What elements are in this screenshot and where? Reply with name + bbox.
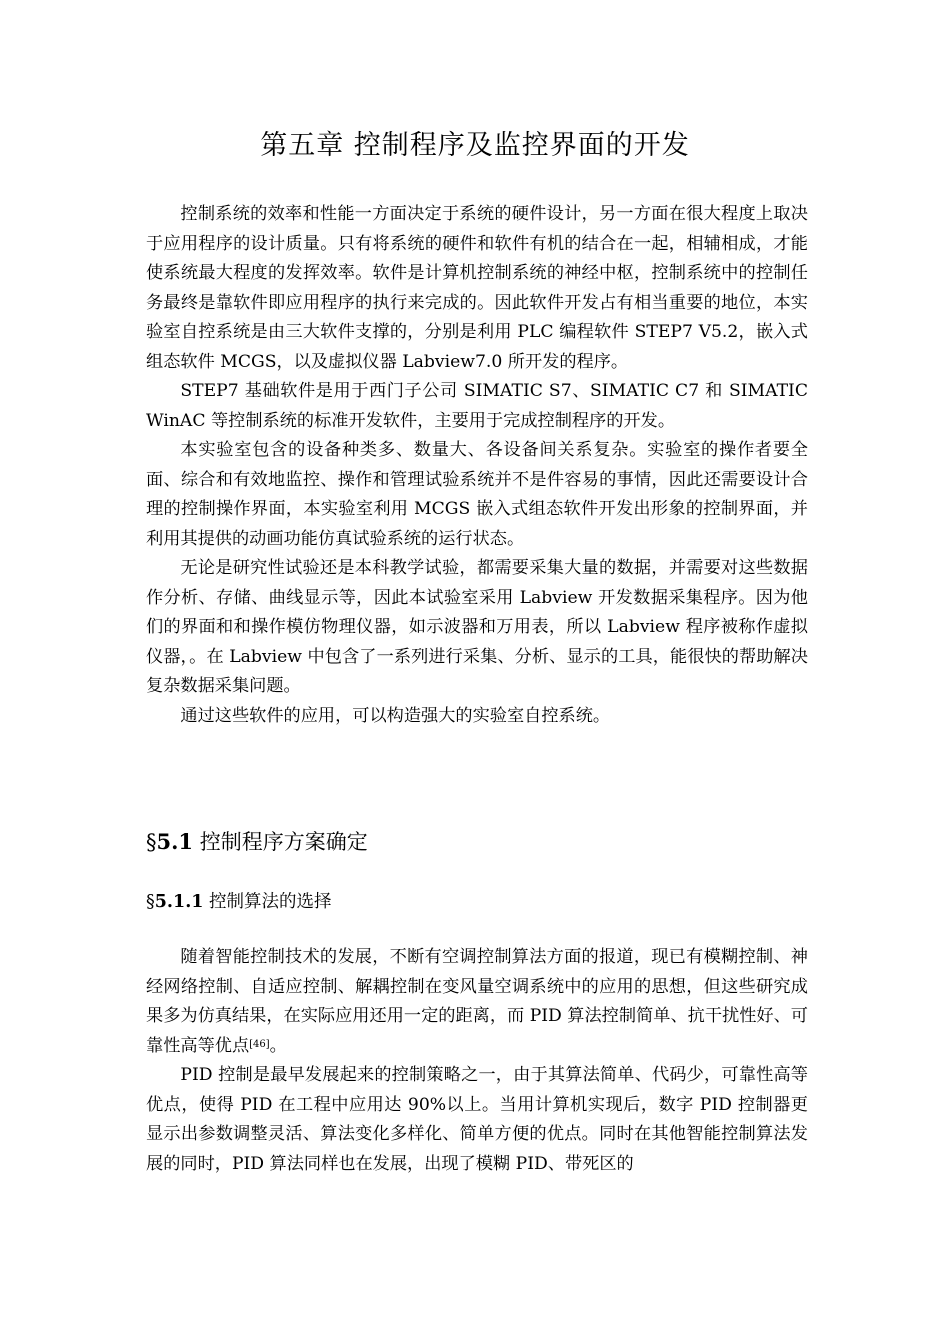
- section-symbol: §: [146, 830, 157, 854]
- intro-paragraph: STEP7 基础软件是用于西门子公司 SIMATIC S7、SIMATIC C7 和 SIMATIC WinAC 等控制系统的标准开发软件，主要用于完成控制程序的开发。: [146, 381, 808, 431]
- algorithm-paragraph-text: 随着智能控制技术的发展，不断有空调控制算法方面的报道，现已有模糊控制、神经网络控制、自适应控制、解耦控制在变风量空调系统中的应用的思想，但这些研究成果多为仿真结果，在实际应用还用一定的距离，而 PID 算法控制简单、抗干扰性好、可靠性高等优点: [146, 947, 808, 1056]
- algorithm-text: [146, 943, 808, 1179]
- section-heading-5-1: [146, 826, 808, 858]
- section-symbol: §: [146, 892, 155, 912]
- section-number: 5.1.1: [154, 892, 204, 912]
- intro-paragraph: 通过这些软件的应用，可以构造强大的实验室自控系统。: [180, 705, 611, 726]
- algorithm-paragraph-end: 。: [269, 1035, 287, 1056]
- intro-paragraph: 控制系统的效率和性能一方面决定于系统的硬件设计，另一方面在很大程度上取决于应用程序的设计质量。只有将系统的硬件和软件有机的结合在一起，相辅相成，才能使系统最大程度的发挥效率。软件是计算机控制系统的神经中枢，控制系统中的控制任务最终是靠软件即应用程序的执行来完成的。因此软件开发占有相当重要的地位，本实验室自控系统是由三大软件支撑的，分别是利用 PLC 编程软件 STEP7 V5.2，嵌入式组态软件 MCGS，以及虚拟仪器 Labview7.0 所开发的程序。: [146, 204, 808, 372]
- section-title: 控制程序方案确定: [199, 830, 368, 854]
- intro-text: [146, 200, 808, 731]
- citation-reference: [46]: [249, 1038, 270, 1050]
- intro-paragraph: 无论是研究性试验还是本科教学试验，都需要采集大量的数据，并需要对这些数据作分析、存储、曲线显示等，因此本试验室采用 Labview 开发数据采集程序。因为他们的界面和和操作模仿物理仪器，如示波器和万用表，所以 Labview 程序被称作虚拟仪器，。在 Labview 中包含了一系列进行采集、分析、显示的工具，能很快的帮助解决复杂数据采集问题。: [146, 558, 808, 696]
- algorithm-paragraph: [146, 943, 808, 1061]
- section-title: 控制算法的选择: [209, 892, 332, 912]
- algorithm-paragraph: PID 控制是最早发展起来的控制策略之一，由于其算法简单、代码少，可靠性高等优点，使得 PID 在工程中应用达 90%以上。当用计算机实现后，数字 PID 控制器更显示出参数调整灵活、算法变化多样化、简单方便的优点。同时在其他智能控制算法发展的同时，PID 算法同样也在发展，出现了模糊 PID、带死区的: [146, 1065, 808, 1174]
- intro-paragraph: 本实验室包含的设备种类多、数量大、各设备间关系复杂。实验室的操作者要全面、综合和有效地监控、操作和管理试验系统并不是件容易的事情，因此还需要设计合理的控制操作界面，本实验室利用 MCGS 嵌入式组态软件开发出形象的控制界面，并利用其提供的动画功能仿真试验系统的运行状态。: [146, 440, 808, 549]
- section-heading-5-1-1: [146, 888, 808, 916]
- section-number: 5.1: [156, 829, 194, 854]
- chapter-title: 第五章 控制程序及监控界面的开发: [260, 130, 690, 161]
